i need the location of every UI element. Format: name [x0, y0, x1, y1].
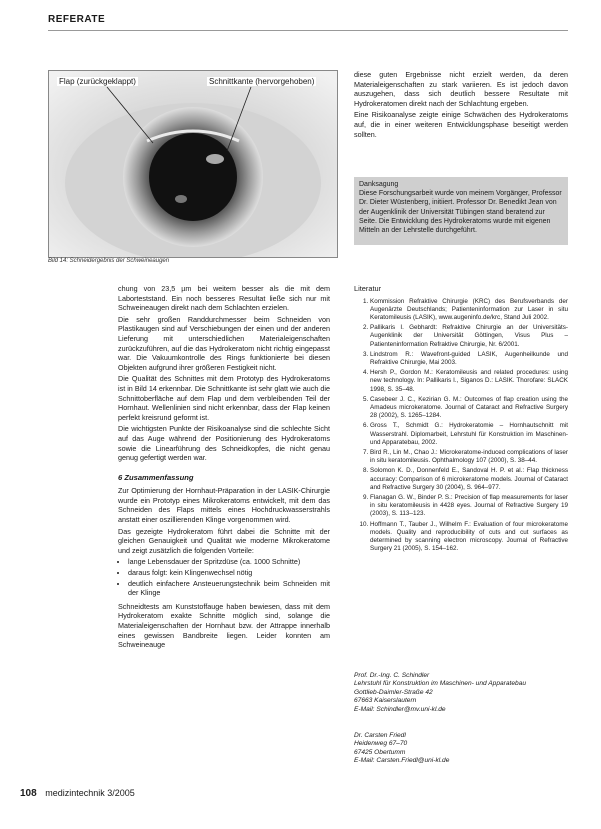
address-line: 67425 Obertumm	[354, 748, 406, 756]
reference-item: 5. Casebeer J. C., Kezirian G. M.: Outcomes of flap creation using the Amadeus microkeratome. Journal of Cataract and Refractive Surgery 28 (2002), S. 1265–1284.	[370, 396, 568, 421]
paragraph: Schneidtests am Kunststoffauge haben bewiesen, dass mit dem Hydrokeratom exakte Schnitte möglich sind, solange die Materialeigenschaften der Hornhaut bzw. der Attrappe innerhalb eines gewissen Bandbreite liegen. Leider konnten am Schweineauge	[118, 601, 330, 650]
acknowledgement-text: Diese Forschungsarbeit wurde von meinem Vorgänger, Professor Dr. Dieter Wüstenberg, initiiert. Professor Dr. Benedikt Jean von der Augenklinik der Universität Tübingen stand beratend zur Seite. Die Entwicklung des Hydrokeratoms wurde mit eigenen Mitteln an der Lehrstelle durchgeführt.	[359, 190, 562, 235]
reference-item: 7. Bird R., Lin M., Chao J.: Microkeratome-induced complications of laser in situ keratomileusis. Ophthalmology 107 (2000), S. 38–44.	[370, 449, 568, 465]
paragraph: Die Qualität des Schnittes mit dem Prototyp des Hydrokeratoms ist in Bild 14 erkennbar. Die Schnittkante ist sehr glatt wie auch die Schnittoberfläche auf dem Flap und dem verbleibenden Teil der Hornhaut. Wellenlinien sind nicht erkennbar, dass der Flap keinen perfekt kreisrund geformt ist.	[118, 374, 330, 422]
author-address-2	[354, 732, 449, 766]
paragraph: Das gezeigte Hydrokeratom führt dabei die Schnitte mit der gleichen Genauigkeit und Qualität wie moderne Mikrokeratome und zeigt zusätzlich die folgenden Vorteile:	[118, 526, 330, 555]
eye-photo	[48, 70, 338, 258]
reference-item: 2. Pallikaris I. Gebhardt: Refraktive Chirurgie an der Universitäts-Augenklinik der Universität Göttingen, Visus Plus – Patienteninformation Refraktive Chirurgie, Nr. 6/2001.	[370, 324, 568, 349]
flap-label: Flap (zurückgeklappt)	[59, 77, 136, 86]
list-item: • deutlich einfachere Ansteuerungstechnik beim Schneiden mit der Klinge	[128, 579, 330, 598]
reference-item: 8. Solomon K. D., Donnenfeld E., Sandoval H. P. et al.: Flap thickness accuracy: Comparison of 6 microkeratome models. Journal of Cataract and Refractive Surgery 30 (2004), S. 964–977.	[370, 467, 568, 492]
section-header: REFERATE	[48, 14, 106, 25]
reference-item: 3. Lindstrom R.: Wavefront-guided LASIK, Augenheilkunde und Refraktive Chirurgie, Mai 2003.	[370, 351, 568, 367]
address-line: Lehrstuhl für Konstruktion im Maschinen- und Apparatebau	[354, 680, 527, 688]
acknowledgement-box	[354, 177, 568, 245]
reference-item: 10. Hoffmann T., Tauber J., Wilhelm F.: Evaluation of four microkeratome models. Quality and reproducibility of cuts and cut surfaces as determined by scanning electron microscopy. Journal of Refractive Surgery 21 (2005), S. 154–162.	[370, 521, 568, 554]
address-line: Dr. Carsten Friedl	[354, 732, 406, 739]
page-footer	[20, 788, 135, 799]
section-title: 6 Zusammenfassung	[118, 472, 194, 482]
paragraph: diese guten Ergebnisse nicht erzielt werden, da deren Materialeigenschaften zu stark variieren. Es ist jedoch davon auszugehen, dass sich deutlich bessere Resultate mit Hydrokeratomen direkt nach der Schlachtung ergeben.	[354, 70, 568, 108]
paragraph: Zur Optimierung der Hornhaut-Präparation in der LASIK-Chirurgie wurde ein Prototyp eines Mikrokeratoms entwickelt, mit dem das Schneiden des Flaps mittels eines Hochdruckwasserstrahls anstatt einer oszillierenden Klinge vorgenommen wird.	[118, 486, 330, 525]
reference-list	[354, 298, 568, 554]
paragraph: Die wichtigsten Punkte der Risikoanalyse sind die schlechte Sicht auf das Auge während der Positionierung des Hydrokeratoms sowie die Linearführung des Schneidkopfes, die nicht genau genug gefertigt werden war.	[118, 424, 330, 463]
paragraph: chung von 23,5 µm bei weitem besser als die mit dem Laborteststand. Ein noch besseres Resultat ließe sich nur mit Schweineaugen direkt nach dem Schlachten erzielen.	[118, 284, 330, 313]
advantages-list	[118, 557, 330, 597]
address-line: Gottlieb-Daimler-Straße 42	[354, 688, 433, 696]
address-line: Prof. Dr.-Ing. C. Schindler	[354, 672, 430, 679]
reference-item: 1. Kommission Refraktive Chirurgie (KRC) des Berufsverbands der Augenärzte Deutschlands; Patienteninformation zur Laser in situ Keratomileusis (LASIK), www.augeninfo.de/krc, Stand Juli 2002.	[370, 298, 568, 323]
page-number: 108	[20, 788, 37, 799]
cut-edge-label: Schnittkante (hervorgehoben)	[209, 77, 315, 86]
header-rule	[48, 30, 568, 31]
eye-illustration	[49, 71, 337, 257]
list-item: • daraus folgt: kein Klingenwechsel nötig	[128, 568, 330, 578]
address-line: 67663 Kaiserslautern	[354, 697, 417, 705]
reference-item: 9. Flanagan G. W., Binder P. S.: Precision of flap measurements for laser in situ keratomileusis in 4428 eyes. Journal of Refractive Surgery 19 (2003), S. 113–123.	[370, 494, 568, 519]
literature-title: Literatur	[354, 284, 382, 293]
acknowledgement-title: Danksagung	[359, 181, 399, 188]
left-main-column	[118, 284, 330, 652]
paragraph: Die sehr großen Randdurchmesser beim Schneiden von Plastikaugen sind auf Verschiebungen der einen und der anderen Lieferung mit unterschiedlichen Materialeigenschaften zurückzuführen, auf die das Hydrokeratom nicht richtig eingepasst war. Die Vakuumkontrolle des Rings funktionierte bei diesen Objekten aufgrund ihrer größeren Festigkeit nicht.	[118, 314, 330, 372]
address-line: Heidenweg 67–70	[354, 740, 408, 748]
author-address-1	[354, 672, 526, 714]
figure-caption: Bild 14: Schneidergebnis der Schweineaugen	[48, 258, 170, 264]
journal-name: medizintechnik 3/2005	[45, 788, 135, 798]
literature-column	[354, 284, 568, 555]
right-top-column	[354, 70, 568, 141]
address-email: E-Mail: Schindler@mv.uni-kl.de	[354, 705, 446, 713]
address-email: E-Mail: Carsten.Friedl@uni-kl.de	[354, 757, 450, 765]
list-item: • lange Lebensdauer der Spritzdüse (ca. 1000 Schnitte)	[128, 557, 330, 567]
paragraph: Eine Risikoanalyse zeigte einige Schwächen des Hydrokeratoms auf, die in einer weiteren Entwicklungsphase beseitigt werden sollten.	[354, 110, 568, 139]
reference-item: 4. Hersh P., Gordon M.: Keratomileusis and related procedures: using new technology. In: Pallikaris I., Siganos D.: LASIK. Thorofare: SLACK 1998, S. 35–48.	[370, 369, 568, 394]
reference-item: 6. Gross T., Schmidt G.: Hydrokeratomie – Hornhautschnitt mit Wasserstrahl. Diplomarbeit, Lehrstuhl für Konstruktion im Maschinen- und Apparatebau, 2002.	[370, 422, 568, 447]
